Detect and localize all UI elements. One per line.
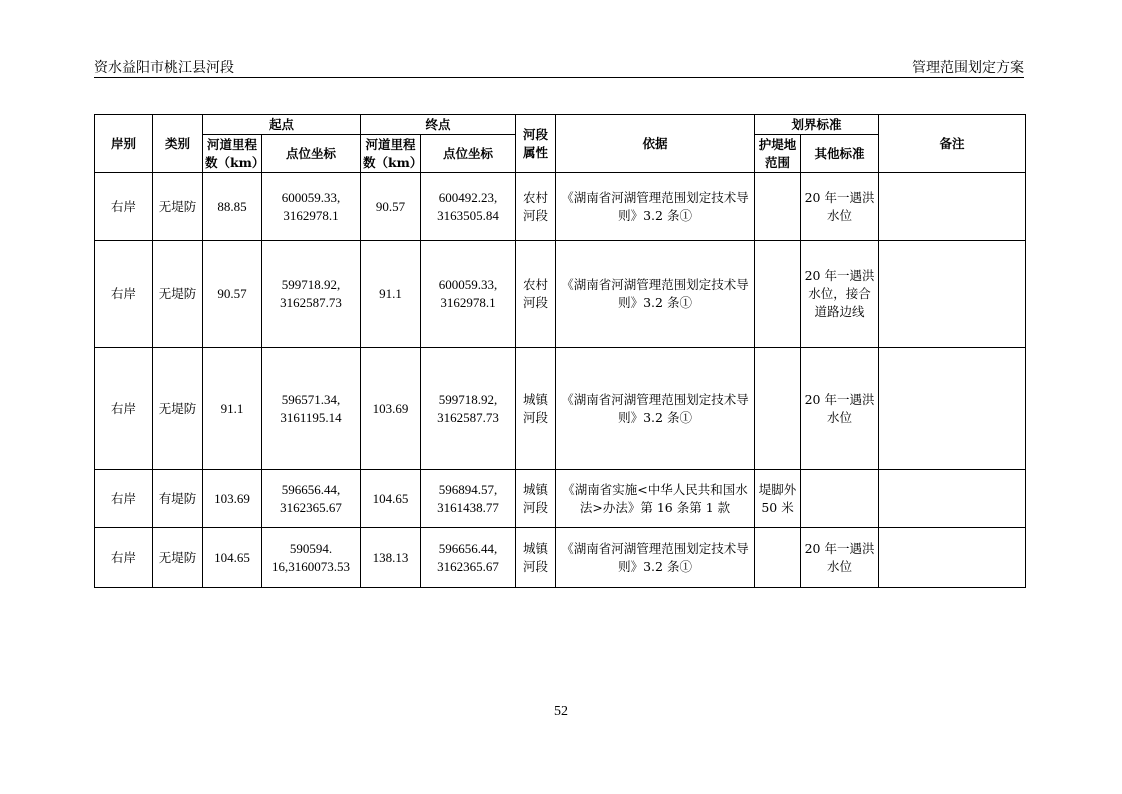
cell-start-km: 90.57 <box>203 241 262 348</box>
cell-attr: 农村河段 <box>516 173 556 241</box>
cell-start-coord: 596656.44, 3162365.67 <box>262 470 361 528</box>
header-end-coord: 点位坐标 <box>421 135 516 173</box>
cell-other: 20 年一遇洪水位，接合道路边线 <box>801 241 879 348</box>
cell-end-coord: 600492.23, 3163505.84 <box>421 173 516 241</box>
header-divider <box>94 77 1024 78</box>
cell-type: 无堤防 <box>153 528 203 588</box>
cell-end-coord: 599718.92, 3162587.73 <box>421 348 516 470</box>
cell-end-coord: 596894.57, 3161438.77 <box>421 470 516 528</box>
header-attr: 河段属性 <box>516 115 556 173</box>
cell-start-km: 91.1 <box>203 348 262 470</box>
cell-start-km: 104.65 <box>203 528 262 588</box>
header-boundary: 划界标准 <box>755 115 879 135</box>
cell-other: 20 年一遇洪水位 <box>801 348 879 470</box>
cell-end-km: 138.13 <box>361 528 421 588</box>
header-remark: 备注 <box>879 115 1026 173</box>
header-other: 其他标准 <box>801 135 879 173</box>
cell-other <box>801 470 879 528</box>
cell-end-coord: 600059.33, 3162978.1 <box>421 241 516 348</box>
cell-bank: 右岸 <box>95 348 153 470</box>
header-start: 起点 <box>203 115 361 135</box>
cell-type: 无堤防 <box>153 173 203 241</box>
cell-levee: 堤脚外 50 米 <box>755 470 801 528</box>
cell-start-coord: 599718.92, 3162587.73 <box>262 241 361 348</box>
cell-start-km: 88.85 <box>203 173 262 241</box>
cell-end-km: 91.1 <box>361 241 421 348</box>
cell-basis: 《湖南省河湖管理范围划定技术导则》3.2 条① <box>556 528 755 588</box>
cell-levee <box>755 348 801 470</box>
header-section-title: 管理范围划定方案 <box>912 60 1024 76</box>
cell-type: 无堤防 <box>153 241 203 348</box>
cell-start-coord: 590594. 16,3160073.53 <box>262 528 361 588</box>
header-end: 终点 <box>361 115 516 135</box>
cell-attr: 城镇河段 <box>516 528 556 588</box>
header-basis: 依据 <box>556 115 755 173</box>
cell-remark <box>879 173 1026 241</box>
cell-levee <box>755 241 801 348</box>
cell-start-km: 103.69 <box>203 470 262 528</box>
cell-other: 20 年一遇洪水位 <box>801 173 879 241</box>
cell-basis: 《湖南省实施<中华人民共和国水法>办法》第 16 条第 1 款 <box>556 470 755 528</box>
cell-bank: 右岸 <box>95 470 153 528</box>
cell-basis: 《湖南省河湖管理范围划定技术导则》3.2 条① <box>556 348 755 470</box>
cell-end-km: 90.57 <box>361 173 421 241</box>
header-bank: 岸别 <box>95 115 153 173</box>
table-row <box>95 241 1026 348</box>
cell-attr: 城镇河段 <box>516 470 556 528</box>
cell-attr: 农村河段 <box>516 241 556 348</box>
cell-start-coord: 596571.34, 3161195.14 <box>262 348 361 470</box>
cell-remark <box>879 348 1026 470</box>
table-row <box>95 470 1026 528</box>
header-doc-title: 资水益阳市桃江县河段 <box>94 60 234 76</box>
cell-attr: 城镇河段 <box>516 348 556 470</box>
boundary-table <box>94 114 1026 588</box>
cell-end-km: 104.65 <box>361 470 421 528</box>
cell-end-km: 103.69 <box>361 348 421 470</box>
header-type: 类别 <box>153 115 203 173</box>
table-row <box>95 528 1026 588</box>
header-levee: 护堤地范围 <box>755 135 801 173</box>
cell-basis: 《湖南省河湖管理范围划定技术导则》3.2 条① <box>556 173 755 241</box>
cell-bank: 右岸 <box>95 173 153 241</box>
cell-bank: 右岸 <box>95 241 153 348</box>
cell-type: 有堤防 <box>153 470 203 528</box>
cell-type: 无堤防 <box>153 348 203 470</box>
page-number: 52 <box>554 704 568 719</box>
header-start-coord: 点位坐标 <box>262 135 361 173</box>
header-start-mileage: 河道里程数（km） <box>203 135 262 173</box>
cell-remark <box>879 528 1026 588</box>
cell-basis: 《湖南省河湖管理范围划定技术导则》3.2 条① <box>556 241 755 348</box>
table-row <box>95 173 1026 241</box>
header-end-mileage: 河道里程数（km） <box>361 135 421 173</box>
cell-start-coord: 600059.33, 3162978.1 <box>262 173 361 241</box>
cell-remark <box>879 470 1026 528</box>
cell-end-coord: 596656.44, 3162365.67 <box>421 528 516 588</box>
table-row <box>95 348 1026 470</box>
cell-bank: 右岸 <box>95 528 153 588</box>
cell-other: 20 年一遇洪水位 <box>801 528 879 588</box>
cell-levee <box>755 528 801 588</box>
cell-remark <box>879 241 1026 348</box>
cell-levee <box>755 173 801 241</box>
